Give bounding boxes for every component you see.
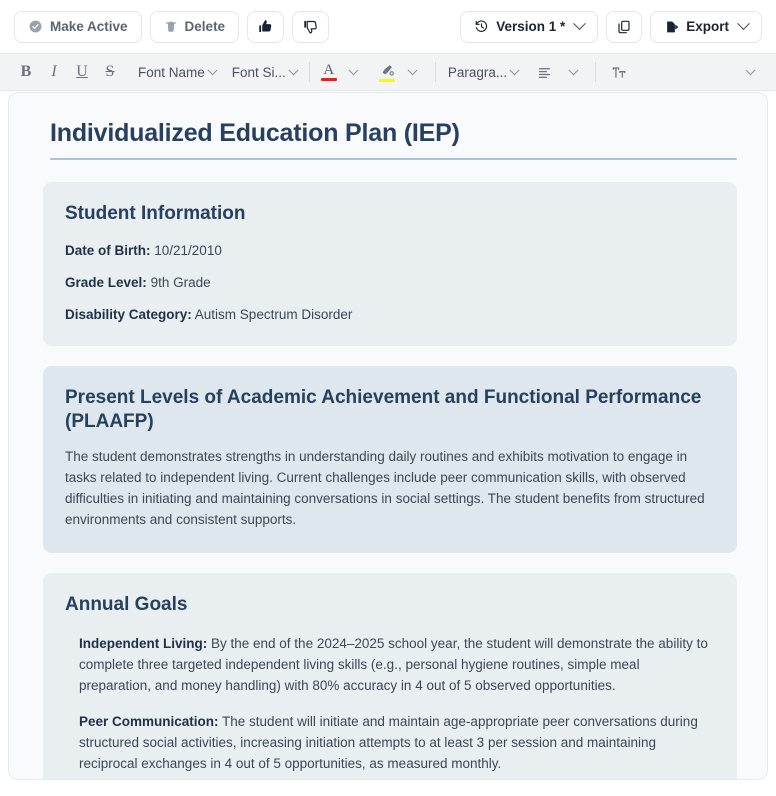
bold-button[interactable] [12,58,40,86]
section-student-information [43,182,737,346]
field-label: Disability Category: [65,306,192,322]
font-name-label: Font Name [138,64,205,80]
goal-label: Independent Living: [79,635,208,651]
delete-button[interactable] [150,11,240,43]
highlighter-icon [379,63,396,78]
highlight-color-dropdown[interactable] [399,58,427,86]
text-case-icon [610,64,628,81]
check-circle-icon [28,19,43,34]
goal-text: The student will initiate and maintain age-appropriate peer conversations during structured social activities, increasing initiation attempts to at least 3 per session and maintaining reciprocal exchanges in 4 out of 5 opportunities, as measured monthly. [79,713,698,772]
title-divider [50,158,737,160]
goal-peer-communication [79,711,715,775]
page-title: Individualized Education Plan (IEP) [50,119,460,147]
field-value: 10/21/2010 [154,242,222,258]
toolbar-divider [309,62,310,82]
format-toolbar [0,53,776,91]
field-value: 9th Grade [150,274,211,290]
version-label: Version 1 * [496,19,566,34]
font-size-dropdown[interactable] [228,58,301,86]
field-value: Autism Spectrum Disorder [194,306,353,322]
paragraph-style-dropdown[interactable] [444,58,522,86]
section-annual-goals [43,573,737,780]
section-heading: Present Levels of Academic Achievement and Functional Performance (PLAAFP) [65,387,702,432]
section-plaafp [43,366,737,553]
action-toolbar [0,0,776,53]
bold-glyph: B [20,63,32,80]
make-active-label: Make Active [50,19,128,34]
chevron-down-icon [573,17,586,30]
field-date-of-birth [65,242,715,260]
export-label: Export [686,19,729,34]
italic-glyph: I [51,63,57,80]
align-dropdown[interactable] [559,58,587,86]
goal-text: By the end of the 2024–2025 school year, the student will demonstrate the ability to complete three targeted independent living skills (e.g., personal hygiene routines, simple meal preparation, and money handling) with 80% accuracy in 4 out of 5 observed opportunities. [79,635,708,694]
chevron-down-icon [510,65,520,75]
chevron-down-icon [207,65,217,75]
chevron-down-icon [288,65,298,75]
export-button[interactable] [650,11,762,43]
toolbar-divider [435,62,436,82]
document-canvas[interactable] [8,92,768,780]
text-color-swatch [321,78,337,81]
thumbs-down-button[interactable] [292,11,329,43]
underline-button[interactable] [68,58,96,86]
section-paragraph: The student demonstrates strengths in understanding daily routines and exhibits motivation to engage in tasks related to independent living. Current challenges include peer communication skills, with observed difficulties in initiating and maintaining conversations in social settings. The student benefits from structured environments and consistent supports. [65,449,705,528]
chevron-down-icon [408,65,418,75]
section-heading: Student Information [65,203,246,224]
italic-button[interactable] [40,58,68,86]
trash-icon [164,19,178,34]
highlight-color-button[interactable] [376,63,399,82]
delete-label: Delete [184,19,226,34]
field-disability-category [65,306,715,324]
section-heading: Annual Goals [65,593,188,615]
file-export-icon [664,19,679,35]
copy-button[interactable] [606,11,642,43]
thumbs-up-button[interactable] [247,11,284,43]
strikethrough-glyph: S [105,63,115,80]
history-icon [474,19,489,34]
field-label: Date of Birth: [65,242,151,258]
chevron-down-icon [745,65,755,75]
chevron-down-icon [568,65,578,75]
underline-glyph: U [76,63,88,80]
field-grade-level [65,274,715,292]
strikethrough-button[interactable] [96,58,124,86]
copy-icon [616,19,632,35]
goal-label: Peer Communication: [79,713,219,729]
text-color-button[interactable] [318,61,340,81]
font-name-dropdown[interactable] [134,58,220,86]
thumbs-down-icon [302,18,319,35]
action-toolbar-right-group [460,11,762,43]
paragraph-style-label: Paragra... [447,64,508,80]
thumbs-up-icon [257,18,274,35]
font-size-label: Font Si... [231,64,286,80]
goal-independent-living [79,633,715,697]
field-label: Grade Level: [65,274,147,290]
version-selector-button[interactable] [460,11,598,43]
document-body [9,93,767,780]
align-button[interactable] [530,58,559,86]
text-color-dropdown[interactable] [340,58,368,86]
align-left-icon [536,65,553,80]
action-toolbar-left-group [14,11,329,43]
text-color-glyph: A [323,61,335,78]
more-options-button[interactable] [736,58,764,86]
make-active-button[interactable] [14,11,142,43]
toolbar-divider [595,62,596,82]
chevron-down-icon [737,17,750,30]
highlight-color-swatch [379,79,395,82]
chevron-down-icon [349,65,359,75]
text-case-button[interactable] [604,58,634,86]
